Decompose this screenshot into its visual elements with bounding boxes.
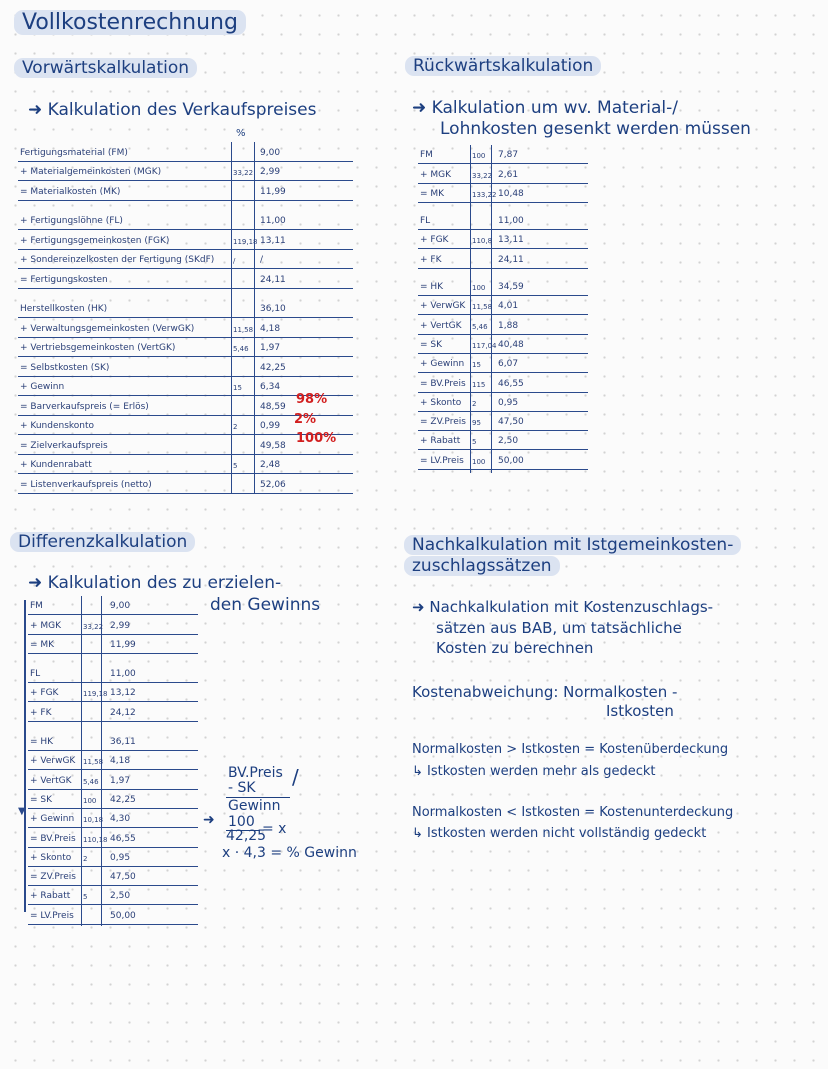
cell-label: + Skonto: [30, 852, 72, 863]
table-gap: [28, 654, 198, 664]
cell-label: + VertGK: [30, 775, 72, 786]
cell-label: FL: [420, 216, 431, 227]
kostenabweichung-1: Kostenabweichung: Normalkosten -: [412, 683, 678, 701]
cell-label: = Fertigungskosten: [20, 274, 108, 285]
cell-pct: 100: [83, 796, 97, 805]
cell-val: 42,25: [110, 794, 136, 805]
page-title: Vollkostenrechnung: [14, 10, 246, 35]
cell-val: 10,48: [498, 188, 524, 199]
formula-frac-den: 42,25: [226, 828, 267, 844]
cell-val: 1,97: [260, 343, 281, 353]
cell-val: 4,01: [498, 301, 519, 312]
kostenabweichung-2: Istkosten: [606, 702, 674, 720]
cell-pct: 11,58: [233, 325, 254, 334]
table-row: [418, 230, 588, 249]
table-row: [418, 373, 588, 392]
cell-label: + Verwaltungsgemeinkosten (VerwGK): [20, 323, 195, 334]
table-row: [28, 615, 198, 634]
cell-pct: 119,18: [83, 690, 108, 699]
cell-val: 0,95: [498, 397, 519, 408]
formula-last: x · 4,3 = % Gewinn: [222, 845, 357, 861]
cell-val: 11,99: [110, 639, 136, 650]
table-row: [18, 299, 353, 319]
red-note-100: 100%: [296, 431, 337, 446]
cell-val: 2,50: [110, 891, 131, 902]
cell-pct: 100: [472, 152, 486, 161]
table-row: [28, 905, 198, 924]
cell-pct: 33,22: [472, 171, 493, 180]
rueckwaerts-heading: Rückwärtskalkulation: [405, 56, 601, 76]
table-row: [418, 393, 588, 412]
cell-label: + FGK: [30, 688, 59, 699]
cell-val: 6,07: [498, 359, 519, 370]
cell-val: 2,48: [260, 460, 281, 470]
cell-val: 2,50: [498, 436, 519, 447]
slash-mark: /: [292, 765, 299, 789]
unterdeckung-sub: ↳ Istkosten werden nicht vollständig gedeckt: [412, 826, 707, 841]
cell-pct: 117,04: [472, 341, 497, 350]
cell-label: FM: [30, 601, 43, 612]
rueckwaerts-subheading-2: Lohnkosten gesenkt werden müssen: [440, 119, 751, 139]
table-row: [18, 181, 353, 201]
cell-pct: 119,18: [233, 237, 258, 246]
cell-val: 1,97: [110, 775, 131, 786]
cell-val: 1,88: [498, 320, 519, 331]
cell-label: + Rabatt: [30, 891, 71, 902]
cell-pct: 5: [83, 893, 88, 902]
ueberdeckung-rule: Normalkosten > Istkosten = Kostenüberdeckung: [412, 742, 729, 757]
differenz-table: [28, 596, 198, 925]
table-row: [18, 142, 353, 162]
table-row: [18, 162, 353, 182]
cell-label: + Materialgemeinkosten (MGK): [20, 167, 162, 177]
cell-label: + Fertigungsgemeinkosten (FGK): [20, 235, 170, 246]
cell-pct: /: [233, 257, 236, 265]
cell-val: 13,11: [260, 235, 286, 246]
cell-label: + Fertigungslöhne (FL): [20, 216, 123, 226]
cell-pct: 100: [472, 457, 486, 466]
cell-label: = BV.Preis: [30, 833, 76, 844]
cell-val: 24,11: [260, 274, 286, 285]
cell-label: = SK: [420, 339, 443, 350]
cell-label: = Selbstkosten (SK): [20, 362, 110, 373]
cell-label: + Gewinn: [420, 359, 465, 370]
cell-val: /: [260, 255, 264, 265]
cell-pct: 100: [472, 284, 486, 293]
cell-val: 9,00: [260, 147, 281, 158]
table-row: [418, 450, 588, 469]
cell-val: 47,50: [110, 872, 136, 883]
cell-label: = BV.Preis: [420, 378, 466, 389]
cell-val: 13,11: [498, 235, 524, 246]
cell-val: 50,00: [110, 910, 136, 921]
differenz-subheading-2: den Gewinns: [210, 595, 321, 615]
table-row: [28, 848, 198, 867]
red-note-2: 2%: [294, 412, 317, 427]
table-row: [418, 431, 588, 450]
cell-val: 40,48: [498, 339, 524, 350]
cell-val: 11,00: [110, 669, 136, 680]
table-row: [418, 184, 588, 203]
cell-val: 4,30: [110, 814, 131, 825]
table-row: [28, 790, 198, 809]
table-row: [28, 732, 198, 751]
table-row: [28, 867, 198, 886]
table-row: [418, 412, 588, 431]
table-row: [28, 770, 198, 789]
table-row: [418, 211, 588, 230]
cell-label: + VerwGK: [420, 301, 466, 312]
rueckwaerts-subheading-1: ➜ Kalkulation um wv. Material-/: [412, 98, 678, 118]
table-row: [28, 751, 198, 770]
cell-label: = Materialkosten (MK): [20, 186, 121, 197]
formula-frac-num: 100: [228, 814, 255, 830]
cell-pct: 2: [83, 854, 88, 863]
cell-pct: 110,8: [472, 237, 493, 246]
cell-label: + Kundenrabatt: [20, 460, 92, 470]
cell-pct: 15: [233, 384, 242, 392]
cell-val: 50,00: [498, 455, 524, 466]
cell-val: 7,87: [498, 150, 519, 161]
nachkalk-desc-2: sätzen aus BAB, um tatsächliche: [436, 619, 682, 637]
cell-val: 11,99: [260, 186, 286, 197]
down-arrow-icon: ▼: [18, 806, 26, 817]
cell-val: 36,10: [260, 304, 286, 314]
cell-val: 2,99: [110, 620, 131, 631]
cell-pct: 11,58: [83, 758, 104, 767]
vorwaerts-heading: Vorwärtskalkulation: [14, 58, 197, 78]
table-row: [418, 164, 588, 183]
cell-pct: 10,18: [83, 816, 104, 825]
cell-pct: 5,46: [233, 345, 249, 353]
vorwaerts-subheading: ➜ Kalkulation des Verkaufspreises: [28, 100, 317, 120]
cell-val: 24,11: [498, 254, 524, 265]
table-gap: [18, 289, 353, 299]
cell-val: 0,95: [110, 852, 131, 863]
cell-pct: 5,46: [472, 322, 488, 331]
differenz-subheading-1: ➜ Kalkulation des zu erzielen-: [28, 573, 282, 593]
table-gap: [418, 269, 588, 277]
cell-label: + VerwGK: [30, 756, 76, 767]
cell-pct: 2: [472, 399, 477, 408]
cell-pct: 2: [233, 423, 238, 431]
cell-label: Fertigungsmaterial (FM): [20, 147, 128, 158]
table-row: [418, 249, 588, 268]
cell-label: = Zielverkaufspreis: [20, 440, 108, 451]
cell-pct: 95: [472, 419, 481, 428]
red-note-98: 98%: [296, 392, 328, 407]
cell-label: + Rabatt: [420, 436, 461, 447]
table-row: [18, 338, 353, 358]
cell-val: 13,12: [110, 688, 136, 699]
cell-val: 4,18: [260, 323, 281, 334]
table-row: [28, 809, 198, 828]
table-gap: [418, 203, 588, 211]
table-row: [18, 318, 353, 338]
cell-val: 49,58: [260, 440, 286, 451]
percent-header: %: [236, 128, 246, 139]
table-row: [418, 145, 588, 164]
cell-pct: 11,58: [472, 303, 493, 312]
cell-label: Herstellkosten (HK): [20, 304, 108, 314]
cell-pct: 33,22: [83, 622, 104, 631]
cell-val: 52,06: [260, 479, 286, 490]
cell-val: 46,55: [498, 378, 524, 389]
table-row: [28, 596, 198, 615]
table-row: [18, 455, 353, 475]
nachkalk-desc-1: ➜ Nachkalkulation mit Kostenzuschlags-: [412, 598, 714, 616]
cell-val: 2,99: [260, 167, 281, 177]
cell-val: 9,00: [110, 601, 131, 612]
cell-val: 42,25: [260, 362, 286, 373]
table-row: [418, 354, 588, 373]
table-row: [28, 664, 198, 683]
cell-val: 34,59: [498, 282, 524, 293]
cell-pct: 5: [472, 438, 477, 447]
cell-label: = ZV.Preis: [30, 872, 76, 883]
formula-line1: BV.Preis: [228, 765, 283, 781]
table-row: [28, 886, 198, 905]
cell-label: FM: [420, 150, 433, 161]
cell-val: 11,00: [260, 216, 286, 226]
cell-label: + Gewinn: [30, 814, 75, 825]
cell-label: + FK: [420, 254, 442, 265]
cell-pct: 33,22: [233, 169, 254, 177]
table-row: [18, 474, 353, 494]
nachkalk-desc-3: Kosten zu berechnen: [436, 639, 594, 657]
cell-val: 48,59: [260, 401, 286, 412]
table-gap: [18, 201, 353, 211]
table-row: [28, 635, 198, 654]
formula-arrow-icon: ➜: [203, 812, 215, 828]
cell-label: = LV.Preis: [420, 455, 464, 466]
cell-val: 4,18: [110, 756, 131, 767]
differenz-heading: Differenzkalkulation: [10, 532, 195, 552]
table-row: [18, 357, 353, 377]
cell-pct: 115: [472, 380, 486, 389]
cell-label: = ZV.Preis: [420, 417, 466, 428]
down-arrow-line: [24, 600, 26, 912]
ueberdeckung-sub: ↳ Istkosten werden mehr als gedeckt: [412, 764, 656, 779]
cell-label: + Vertriebsgemeinkosten (VertGK): [20, 343, 176, 353]
cell-pct: 5: [233, 462, 238, 470]
cell-val: 36,11: [110, 737, 136, 748]
cell-label: + MGK: [30, 620, 62, 631]
cell-pct: 15: [472, 361, 481, 370]
table-row: [418, 315, 588, 334]
table-row: [28, 828, 198, 847]
table-row: [18, 211, 353, 231]
table-row: [28, 702, 198, 721]
cell-val: 2,61: [498, 169, 519, 180]
cell-label: + Gewinn: [20, 382, 65, 392]
cell-label: = Barverkaufspreis (= Erlös): [20, 401, 149, 412]
cell-label: + Sondereinzelkosten der Fertigung (SKdF): [20, 255, 215, 265]
formula-line3: Gewinn: [228, 798, 281, 814]
rueckwaerts-table: [418, 145, 588, 470]
cell-label: = MK: [30, 639, 55, 650]
cell-label: = SK: [30, 794, 53, 805]
cell-label: = MK: [420, 188, 445, 199]
table-row: [418, 277, 588, 296]
nachkalk-heading-2: zuschlagssätzen: [404, 556, 560, 576]
cell-label: + Skonto: [420, 397, 462, 408]
cell-pct: 5,46: [83, 777, 99, 786]
cell-val: 11,00: [498, 216, 524, 227]
cell-label: = Listenverkaufspreis (netto): [20, 479, 152, 490]
table-row: [418, 296, 588, 315]
cell-label: + VertGK: [420, 320, 462, 331]
cell-label: + FGK: [420, 235, 449, 246]
formula-line2: - SK: [228, 780, 256, 796]
table-row: [18, 269, 353, 289]
cell-label: = HK: [420, 282, 444, 293]
table-gap: [28, 722, 198, 732]
cell-label: + MGK: [420, 169, 452, 180]
table-row: [18, 230, 353, 250]
unterdeckung-rule: Normalkosten < Istkosten = Kostenunterdeckung: [412, 805, 734, 820]
table-row: [28, 683, 198, 702]
cell-pct: 133,22: [472, 190, 497, 199]
table-row: [18, 250, 353, 270]
cell-label: = HK: [30, 737, 54, 748]
formula-frac-eq: = x: [262, 821, 287, 837]
cell-val: 0,99: [260, 421, 281, 431]
cell-label: = LV.Preis: [30, 910, 74, 921]
cell-val: 46,55: [110, 833, 136, 844]
cell-label: FL: [30, 669, 41, 680]
cell-pct: 110,18: [83, 835, 108, 844]
cell-label: + Kundenskonto: [20, 421, 95, 431]
cell-val: 24,12: [110, 707, 136, 718]
nachkalk-heading-1: Nachkalkulation mit Istgemeinkosten-: [404, 535, 741, 555]
cell-label: + FK: [30, 707, 52, 718]
cell-val: 47,50: [498, 417, 524, 428]
table-row: [418, 335, 588, 354]
cell-val: 6,34: [260, 382, 281, 392]
